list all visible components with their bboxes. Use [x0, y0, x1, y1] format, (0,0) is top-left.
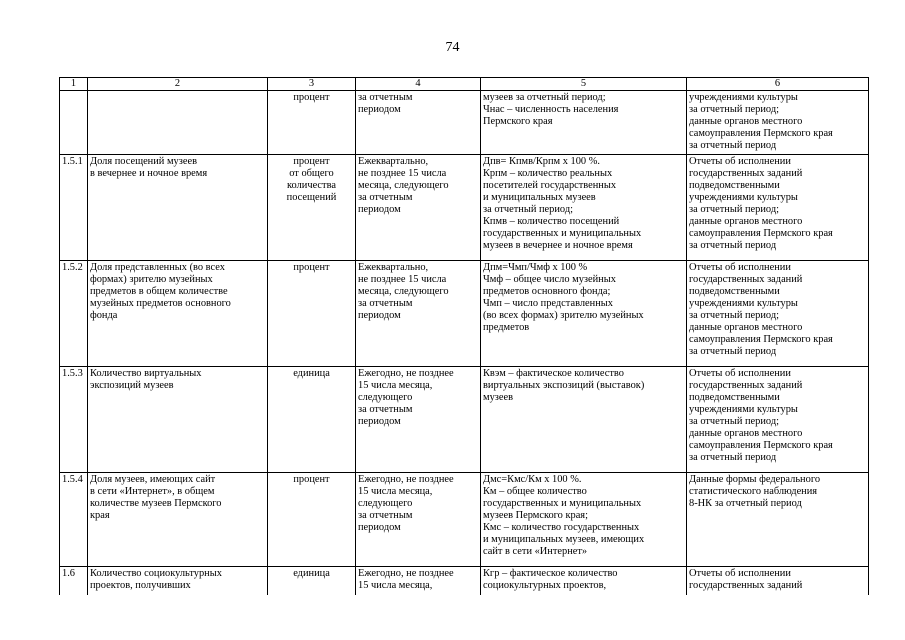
- page-number: 74: [445, 40, 460, 55]
- row-number: 1.5.4: [60, 473, 88, 567]
- formula: Дмс=Кмс/Км х 100 %. Км – общее количество государственных и муниципальных музеев Пермского края; Кмс – количество государственных и муниципальных музеев, имеющих сайт в сети «Интернет»: [481, 473, 687, 567]
- formula: Квэм – фактическое количество виртуальных экспозиций (выставок) музеев: [481, 367, 687, 473]
- table-header-row: [60, 78, 869, 91]
- row-number: 1.5.1: [60, 155, 88, 261]
- indicator-table: [59, 77, 869, 595]
- data-source: Данные формы федерального статистического наблюдения 8-НК за отчетный период: [687, 473, 869, 567]
- row-number: 1.5.2: [60, 261, 88, 367]
- data-source: учреждениями культуры за отчетный период; данные органов местного самоуправления Пермского края за отчетный период: [687, 91, 869, 155]
- deadline: Ежеквартально, не позднее 15 числа месяца, следующего за отчетным периодом: [356, 155, 481, 261]
- column-header: 4: [356, 78, 481, 91]
- row-number: 1.6: [60, 567, 88, 595]
- indicator-name: Количество виртуальных экспозиций музеев: [88, 367, 268, 473]
- formula: Дпв= Кпмв/Крпм х 100 %. Крпм – количество реальных посетителей государственных и муниципальных музеев за отчетный период; Кпмв – количество посещений государственных и муниципальных музеев в вечернее и ночное время: [481, 155, 687, 261]
- deadline: Ежегодно, не позднее 15 числа месяца,: [356, 567, 481, 595]
- unit: процент: [268, 261, 356, 367]
- unit: процент: [268, 473, 356, 567]
- column-header: 3: [268, 78, 356, 91]
- data-source: Отчеты об исполнении государственных заданий подведомственными учреждениями культуры за отчетный период; данные органов местного самоуправления Пермского края за отчетный период: [687, 367, 869, 473]
- deadline: Ежеквартально, не позднее 15 числа месяца, следующего за отчетным периодом: [356, 261, 481, 367]
- deadline: за отчетным периодом: [356, 91, 481, 155]
- unit: единица: [268, 567, 356, 595]
- table-row: [60, 91, 869, 155]
- formula: музеев за отчетный период; Чнас – численность населения Пермского края: [481, 91, 687, 155]
- formula: Кгр – фактическое количество социокультурных проектов,: [481, 567, 687, 595]
- table-row: [60, 261, 869, 367]
- data-source: Отчеты об исполнении государственных заданий: [687, 567, 869, 595]
- table-row: [60, 567, 869, 595]
- column-header: 2: [88, 78, 268, 91]
- unit: процент: [268, 91, 356, 155]
- data-source: Отчеты об исполнении государственных заданий подведомственными учреждениями культуры за отчетный период; данные органов местного самоуправления Пермского края за отчетный период: [687, 155, 869, 261]
- data-source: Отчеты об исполнении государственных заданий подведомственными учреждениями культуры за отчетный период; данные органов местного самоуправления Пермского края за отчетный период: [687, 261, 869, 367]
- indicator-name: [88, 91, 268, 155]
- table-row: [60, 155, 869, 261]
- column-header: 1: [60, 78, 88, 91]
- row-number: 1.5.3: [60, 367, 88, 473]
- indicator-name: Доля музеев, имеющих сайт в сети «Интернет», в общем количестве музеев Пермского края: [88, 473, 268, 567]
- deadline: Ежегодно, не позднее 15 числа месяца, следующего за отчетным периодом: [356, 473, 481, 567]
- table-row: [60, 473, 869, 567]
- row-number: [60, 91, 88, 155]
- unit: единица: [268, 367, 356, 473]
- indicator-name: Доля представленных (во всех формах) зрителю музейных предметов в общем количестве музейных предметов основного фонда: [88, 261, 268, 367]
- indicator-name: Доля посещений музеев в вечернее и ночное время: [88, 155, 268, 261]
- table-row: [60, 367, 869, 473]
- indicator-name: Количество социокультурных проектов, получивших: [88, 567, 268, 595]
- deadline: Ежегодно, не позднее 15 числа месяца, следующего за отчетным периодом: [356, 367, 481, 473]
- column-header: 5: [481, 78, 687, 91]
- unit: процент от общего количества посещений: [268, 155, 356, 261]
- formula: Дпм=Чмп/Чмф х 100 % Чмф – общее число музейных предметов основного фонда; Чмп – число представленных (во всех формах) зрителю музейных предметов: [481, 261, 687, 367]
- column-header: 6: [687, 78, 869, 91]
